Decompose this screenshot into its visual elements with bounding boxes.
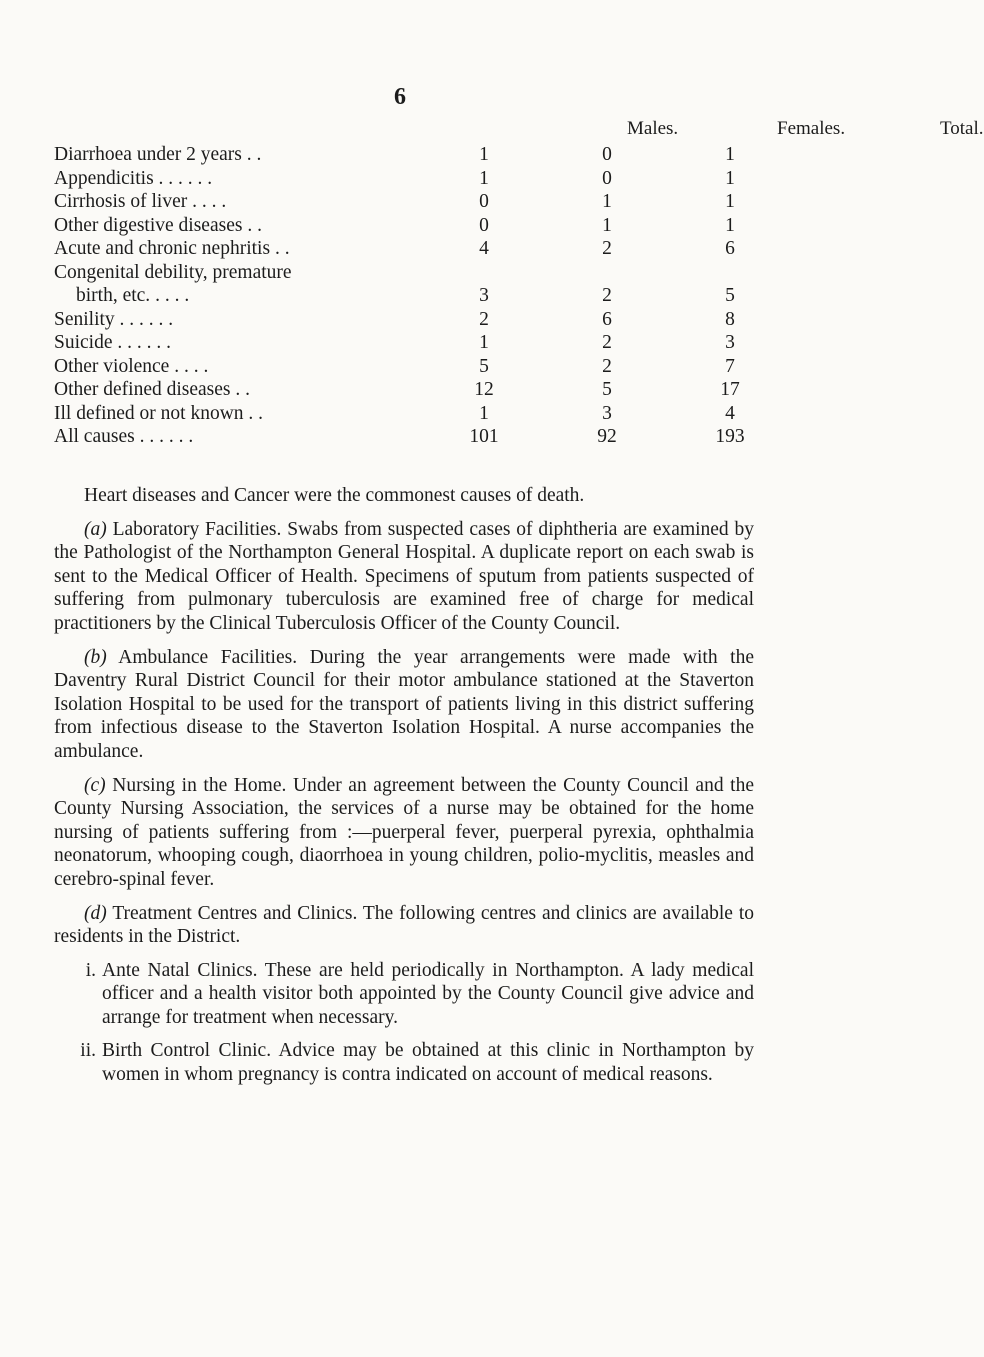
table-row bbox=[54, 355, 754, 379]
list-marker: ii. bbox=[80, 1040, 96, 1062]
males-value: 1 bbox=[479, 167, 489, 189]
cause-label: Diarrhoea under 2 years bbox=[54, 144, 242, 165]
males-value: 12 bbox=[474, 379, 494, 400]
column-header-females: Females. bbox=[777, 118, 846, 139]
cause-label: Acute and chronic nephritis bbox=[54, 238, 271, 259]
section-text: During the year arrangements were made with the Daventry Rural District Council for their motor ambulance stationed at the Staverton Isolation Hospital to be used for the transport of patients living in this district suffering from infectious disease to the Staverton Isolation Hospital. A nurse accompanies the ambulance. bbox=[54, 646, 755, 762]
dot-leader: . . . . . . bbox=[117, 332, 171, 353]
cause-label: Suicide bbox=[54, 332, 113, 353]
total-value: 6 bbox=[725, 238, 735, 259]
section-nursing-in-the-home bbox=[54, 774, 754, 892]
section-text: Under an agreement between the County Council and the County Nursing Association, the services of a nurse may be obtained for the home nursing of patients suffering from :—puerperal fever, puerperal pyrexia, ophthalmia neonatorum, whooping cough, diaorrhoea in young children, polio-myclitis, measles and cerebro-spinal fever. bbox=[54, 774, 754, 890]
males-value: 5 bbox=[479, 355, 489, 377]
section-label: (c) bbox=[84, 774, 106, 796]
females-value: 3 bbox=[602, 402, 612, 424]
total-value: 7 bbox=[725, 355, 735, 377]
section-label: (a) bbox=[84, 518, 107, 540]
report-body bbox=[54, 484, 754, 1097]
column-header-males: Males. bbox=[627, 118, 679, 139]
females-value: 2 bbox=[602, 238, 612, 259]
list-item-heading: Birth Control Clinic. bbox=[102, 1040, 272, 1062]
females-value: 0 bbox=[602, 167, 612, 189]
females-value: 1 bbox=[602, 214, 612, 236]
females-value: 0 bbox=[602, 144, 612, 165]
cause-label: Ill defined or not known bbox=[54, 402, 244, 424]
cause-label: Other defined diseases bbox=[54, 379, 231, 400]
table-row bbox=[54, 190, 754, 214]
dot-leader: . . bbox=[248, 402, 264, 424]
total-value: 1 bbox=[725, 167, 735, 189]
section-heading: Ambulance Facilities. bbox=[118, 646, 298, 668]
males-value: 0 bbox=[479, 191, 489, 212]
page-number: 6 bbox=[394, 84, 406, 110]
clinics-list bbox=[54, 959, 754, 1087]
males-value: 1 bbox=[479, 144, 489, 165]
total-value: 193 bbox=[715, 426, 745, 447]
cause-label: Appendicitis bbox=[54, 167, 154, 189]
section-label: (b) bbox=[84, 646, 107, 668]
cause-label: Senility bbox=[54, 308, 115, 330]
section-text: Swabs from suspected cases of diphtheria are examined by the Pathologist of the Northampton General Hospital. A duplicate report on each swab is sent to the Medical Officer of Health. Specimens of sputum from patients suspected of suffering from pulmonary tuberculosis are examined free of charge for medical practitioners by the Clinical Tuberculosis Officer of the County Council. bbox=[54, 518, 755, 634]
list-item bbox=[54, 959, 754, 1030]
females-value: 2 bbox=[602, 285, 612, 306]
cause-label-continued: birth, etc. bbox=[76, 285, 151, 306]
list-item-heading: Ante Natal Clinics. bbox=[102, 959, 258, 981]
females-value: 6 bbox=[602, 308, 612, 330]
section-ambulance-facilities bbox=[54, 646, 754, 764]
causes-of-death-table bbox=[54, 143, 754, 449]
males-value: 101 bbox=[469, 426, 499, 447]
males-value: 2 bbox=[479, 308, 489, 330]
total-value: 8 bbox=[725, 308, 735, 330]
summary-paragraph: Heart diseases and Cancer were the commonest causes of death. bbox=[84, 485, 585, 506]
dot-leader: . . bbox=[274, 238, 290, 259]
males-value: 4 bbox=[479, 238, 489, 259]
section-heading: Treatment Centres and Clinics. bbox=[112, 902, 358, 924]
table-row bbox=[54, 167, 754, 191]
dot-leader: . . . . bbox=[174, 355, 209, 377]
cause-label: Other digestive diseases bbox=[54, 214, 243, 236]
males-value: 3 bbox=[479, 285, 489, 306]
table-row bbox=[54, 331, 754, 355]
dot-leader: . . bbox=[247, 214, 262, 236]
section-treatment-centres bbox=[54, 902, 754, 949]
dot-leader: . . . . bbox=[155, 285, 190, 306]
table-row bbox=[54, 261, 754, 308]
table-row bbox=[54, 214, 754, 238]
total-value: 3 bbox=[725, 332, 735, 353]
table-row bbox=[54, 378, 754, 402]
table-row bbox=[54, 402, 754, 426]
females-value: 1 bbox=[602, 191, 612, 212]
section-heading: Laboratory Facilities. bbox=[112, 518, 282, 540]
table-row bbox=[54, 308, 754, 332]
females-value: 2 bbox=[602, 332, 612, 353]
females-value: 5 bbox=[602, 379, 612, 400]
table-row-total bbox=[54, 425, 754, 449]
list-item-text: Advice may be obtained at this clinic in Northampton by women in whom pregnancy is contra indicated on account of medical reasons. bbox=[102, 1040, 754, 1086]
section-heading: Nursing in the Home. bbox=[112, 774, 287, 796]
list-marker: i. bbox=[85, 959, 96, 981]
section-text: The following centres and clinics are available to residents in the District. bbox=[54, 902, 754, 948]
dot-leader: . . bbox=[246, 144, 262, 165]
section-laboratory-facilities bbox=[54, 518, 754, 636]
males-value: 1 bbox=[479, 402, 489, 424]
total-value: 1 bbox=[725, 144, 735, 165]
cause-label: All causes bbox=[54, 426, 135, 447]
total-value: 17 bbox=[720, 379, 740, 400]
cause-label: Other violence bbox=[54, 355, 170, 377]
total-value: 5 bbox=[725, 285, 735, 306]
section-label: (d) bbox=[84, 902, 107, 924]
total-value: 1 bbox=[725, 214, 735, 236]
cause-label: Congenital debility, premature bbox=[54, 261, 292, 283]
column-header-total: Total. bbox=[940, 118, 984, 139]
total-value: 4 bbox=[725, 402, 735, 424]
table-row bbox=[54, 237, 754, 261]
cause-label: Cirrhosis of liver bbox=[54, 191, 188, 212]
dot-leader: . . . . . . bbox=[119, 308, 174, 330]
females-value: 2 bbox=[602, 355, 612, 377]
list-item-text: These are held periodically in Northampton. A lady medical officer and a health visitor both appointed by the County Council give advice and arrange for treatment when necessary. bbox=[102, 959, 754, 1028]
dot-leader: . . . . . . bbox=[158, 167, 213, 189]
table-row bbox=[54, 143, 754, 167]
males-value: 1 bbox=[479, 332, 489, 353]
dot-leader: . . bbox=[235, 379, 251, 400]
males-value: 0 bbox=[479, 214, 489, 236]
females-value: 92 bbox=[597, 426, 617, 447]
dot-leader: . . . . . . bbox=[139, 426, 194, 447]
list-item bbox=[54, 1039, 754, 1086]
dot-leader: . . . . bbox=[192, 191, 227, 212]
total-value: 1 bbox=[725, 191, 735, 212]
